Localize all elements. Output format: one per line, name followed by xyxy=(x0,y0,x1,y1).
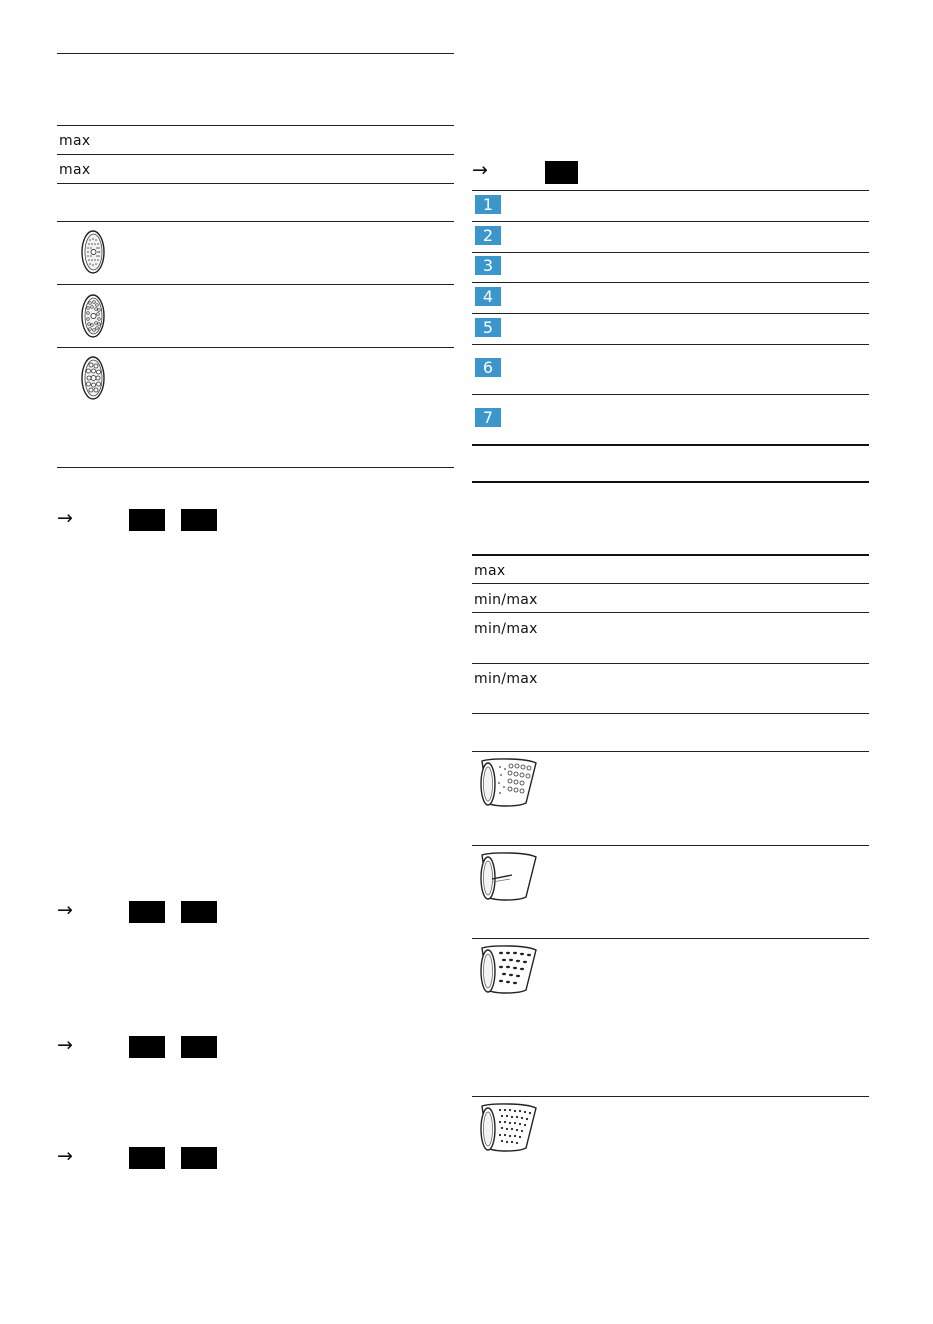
max-label: max xyxy=(474,563,506,579)
coarse-grater-drum-icon xyxy=(478,944,542,996)
steps-rule xyxy=(472,344,869,345)
steps-rule xyxy=(472,313,869,314)
right-table-rule xyxy=(472,1096,869,1097)
redacted-block xyxy=(181,509,217,531)
max-label: max xyxy=(59,162,91,178)
min-max-label: min/max xyxy=(474,621,538,637)
right-arrow-icon: → xyxy=(57,899,73,921)
redacted-block xyxy=(545,161,578,184)
right-table-rule xyxy=(472,845,869,846)
right-arrow-icon: → xyxy=(472,159,488,181)
step-number-badge: 4 xyxy=(475,287,501,306)
coarse-disc-icon xyxy=(78,354,108,402)
right-arrow-icon: → xyxy=(57,1145,73,1167)
medium-disc-icon xyxy=(78,292,108,340)
right-table-top-rule xyxy=(472,481,869,483)
min-max-label: min/max xyxy=(474,592,538,608)
right-table-header-rule xyxy=(472,554,869,556)
right-arrow-icon: → xyxy=(57,507,73,529)
min-max-label: min/max xyxy=(474,671,538,687)
left-table-rule xyxy=(57,221,454,222)
right-table-rule xyxy=(472,713,869,714)
left-table-top-rule xyxy=(57,53,454,54)
steps-rule xyxy=(472,394,869,395)
step-number-badge: 2 xyxy=(475,226,501,245)
steps-rule xyxy=(472,221,869,222)
left-table-rule xyxy=(57,347,454,348)
left-table-rule xyxy=(57,183,454,184)
grater-drum-icon xyxy=(478,757,542,809)
left-table-rule xyxy=(57,154,454,155)
steps-rule xyxy=(472,190,869,191)
max-label: max xyxy=(59,133,91,149)
steps-rule xyxy=(472,252,869,253)
redacted-block xyxy=(129,1036,165,1058)
redacted-block xyxy=(181,1036,217,1058)
redacted-block xyxy=(181,901,217,923)
right-table-rule xyxy=(472,583,869,584)
step-number-badge: 3 xyxy=(475,256,501,275)
redacted-block xyxy=(129,509,165,531)
step-number-badge: 1 xyxy=(475,195,501,214)
right-table-rule xyxy=(472,612,869,613)
left-table-rule xyxy=(57,284,454,285)
fine-grater-drum-icon xyxy=(478,1102,542,1154)
steps-rule xyxy=(472,282,869,283)
step-number-badge: 5 xyxy=(475,318,501,337)
redacted-block xyxy=(129,1147,165,1169)
left-table-bottom-rule xyxy=(57,467,454,468)
step-number-badge: 7 xyxy=(475,408,501,427)
redacted-block xyxy=(181,1147,217,1169)
right-table-rule xyxy=(472,938,869,939)
step-number-badge: 6 xyxy=(475,358,501,377)
slicing-drum-icon xyxy=(478,851,542,903)
right-table-rule xyxy=(472,663,869,664)
fine-disc-icon xyxy=(78,228,108,276)
left-table-rule xyxy=(57,125,454,126)
steps-bottom-rule xyxy=(472,444,869,446)
right-table-rule xyxy=(472,751,869,752)
right-arrow-icon: → xyxy=(57,1034,73,1056)
redacted-block xyxy=(129,901,165,923)
